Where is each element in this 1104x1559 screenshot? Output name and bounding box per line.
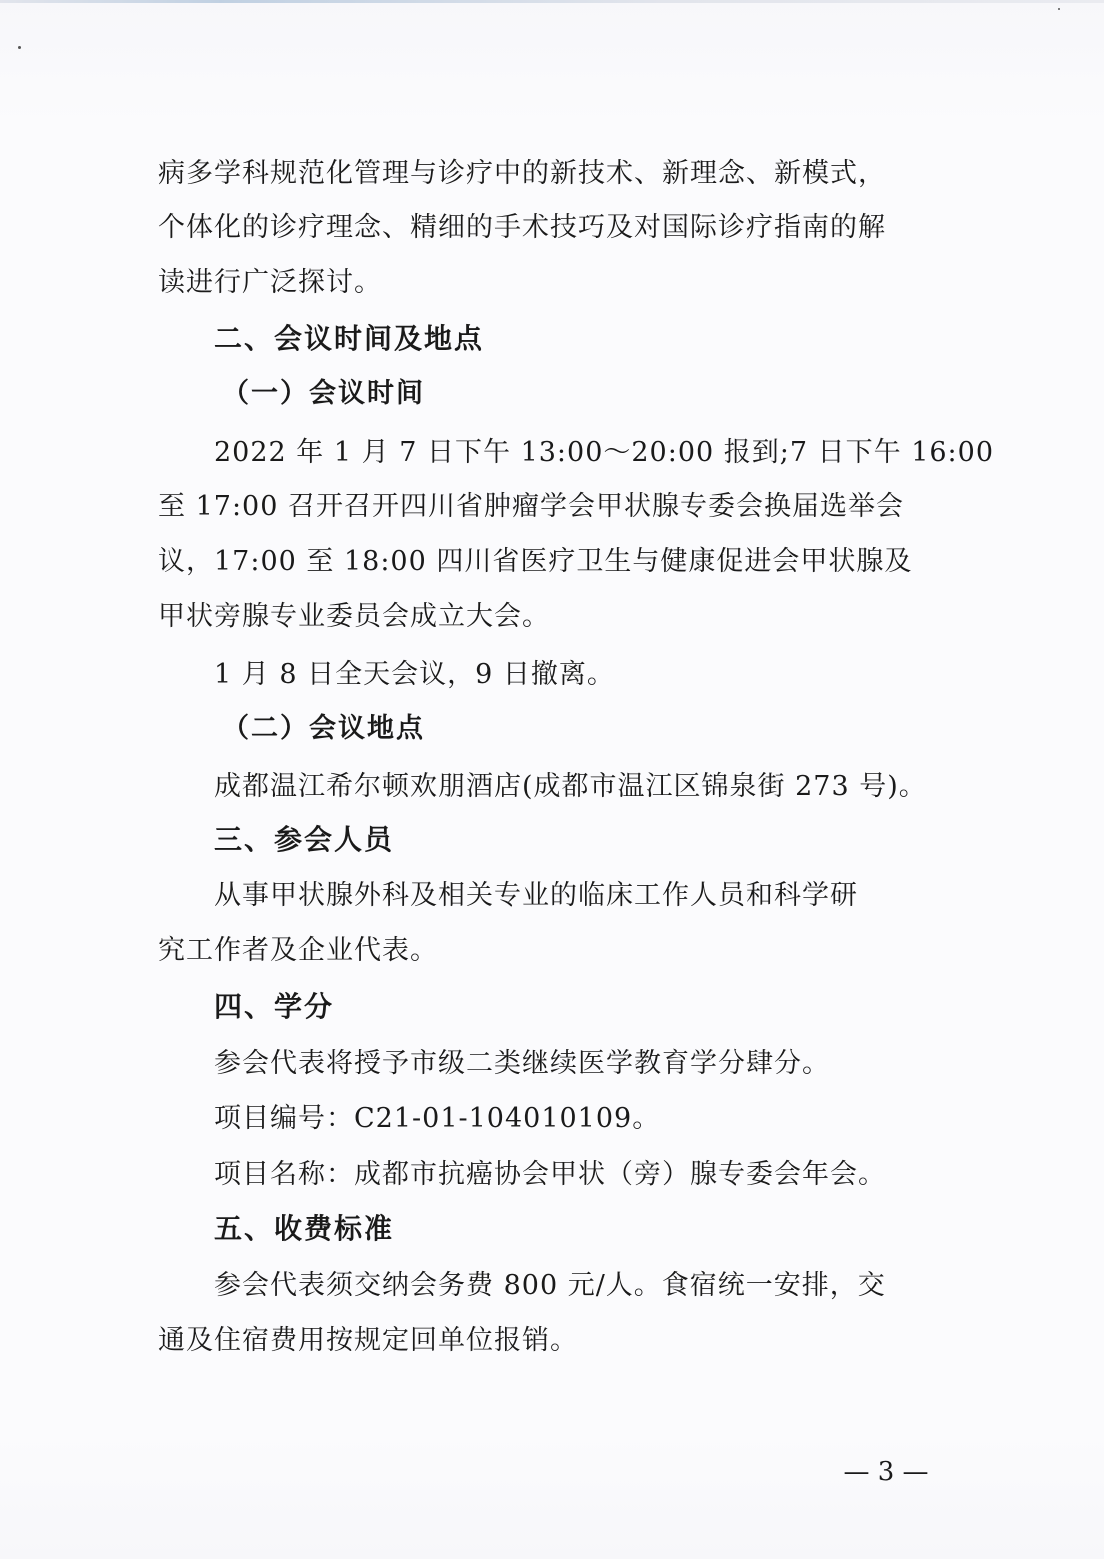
section-heading-credits: 四、学分 (214, 990, 335, 1023)
section-heading-attendees: 三、参会人员 (214, 823, 395, 856)
scan-speck (18, 46, 21, 49)
scan-top-edge (0, 0, 1104, 3)
body-line: 读进行广泛探讨。 (158, 267, 382, 298)
body-line: 项目编号：C21-01-104010109。 (214, 1103, 661, 1134)
body-line: 1 月 8 日全天会议，9 日撤离。 (214, 659, 615, 690)
body-line: 从事甲状腺外科及相关专业的临床工作人员和科学研 (214, 880, 858, 911)
body-line: 通及住宿费用按规定回单位报销。 (158, 1325, 578, 1356)
body-line: 究工作者及企业代表。 (158, 935, 438, 966)
body-line: 参会代表须交纳会务费 800 元/人。食宿统一安排，交 (214, 1270, 886, 1301)
body-line: 参会代表将授予市级二类继续医学教育学分肆分。 (214, 1048, 830, 1079)
body-line: 至 17:00 召开召开四川省肿瘤学会甲状腺专委会换届选举会 (158, 491, 904, 522)
scan-speck (1058, 8, 1060, 10)
body-line: 议，17:00 至 18:00 四川省医疗卫生与健康促进会甲状腺及 (158, 546, 913, 577)
body-line: 2022 年 1 月 7 日下午 13:00～20:00 报到;7 日下午 16:00 (214, 437, 995, 468)
body-line: 甲状旁腺专业委员会成立大会。 (158, 601, 550, 632)
section-heading-time-location: 二、会议时间及地点 (214, 322, 485, 355)
body-line: 成都温江希尔顿欢朋酒店(成都市温江区锦泉街 273 号)。 (214, 771, 927, 802)
subsection-heading-location: （二）会议地点 (222, 713, 425, 744)
subsection-heading-time: （一）会议时间 (222, 378, 425, 409)
body-line: 项目名称：成都市抗癌协会甲状（旁）腺专委会年会。 (214, 1159, 886, 1190)
section-heading-fees: 五、收费标准 (214, 1212, 395, 1245)
page-number: — 3 — (843, 1457, 929, 1487)
body-line: 个体化的诊疗理念、精细的手术技巧及对国际诊疗指南的解 (158, 212, 886, 243)
body-line: 病多学科规范化管理与诊疗中的新技术、新理念、新模式， (158, 158, 886, 189)
